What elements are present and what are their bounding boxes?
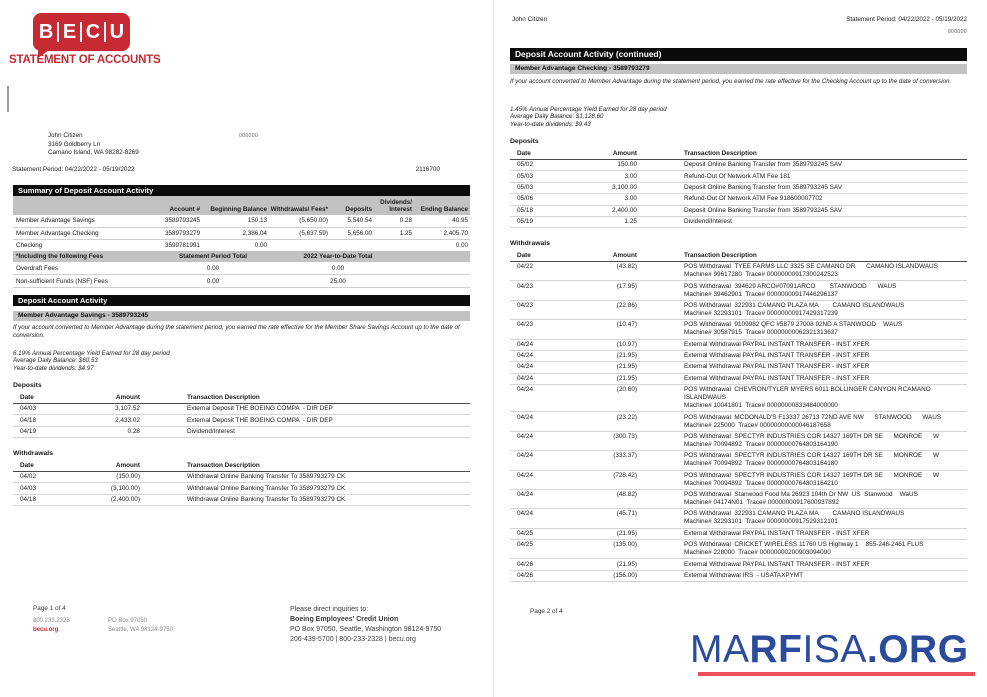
col-amount: Amount [115, 393, 140, 401]
transaction-row: 04/02 (150.00) Withdrawal Online Banking Transfer To 3589793279 CK [13, 472, 470, 483]
deposits-label: Deposits [510, 138, 539, 145]
becu-logo-box [33, 13, 130, 51]
col-date: Date [517, 149, 531, 157]
transaction-row: 05/19 1.25 Dividend/Interest [510, 217, 967, 228]
transaction-row: 04/24 (10.97) External Withdrawal PAYPAL INSTANT TRANSFER - INST XFER [510, 340, 967, 351]
col-description: Transaction Description [187, 393, 260, 401]
inquiries-org: Boeing Employees' Credit Union [290, 616, 399, 623]
footer-website-link: becu.org [33, 627, 59, 633]
inquiries-title: Please direct inquiries to: [290, 606, 369, 613]
inquiries-block [290, 605, 441, 645]
ytd-dividends: Year-to-date dividends: $9.43 [510, 120, 591, 128]
fees-table [13, 251, 470, 288]
page-number-label: Page 2 of 4 [530, 608, 563, 615]
col-amount: Amount [612, 149, 637, 157]
transaction-row: 04/25 (135.00) POS Withdrawal CRICKET WIRELESS 11760 US Highway 1 855-246-2461 FLUS Machine# 228000 Trace# 00000000200903094090 [510, 540, 967, 559]
conversion-note: If your account converted to Member Advantage during the statement period, you earned the rate effective for the Checking Account up to the date of conversion. [510, 78, 952, 85]
mail-code: 000000 [239, 133, 259, 139]
inquiries-address: PO Box 97050, Seattle, Washington 98124-9750 [290, 626, 442, 633]
deposits-table-header [510, 148, 967, 160]
transaction-row: 04/03 3,107.52 External Deposit THE BOEING COMPA - DIR DEP [13, 404, 470, 415]
marfisa-logo-segment: ISA [802, 628, 867, 671]
col-description: Transaction Description [684, 251, 757, 259]
statement-page-2 [497, 0, 987, 697]
marfisa-logo-segment: .ORG [866, 628, 969, 671]
statement-period: Statement Period: 04/22/2022 - 05/19/2022 [12, 166, 135, 173]
statement-period-line [12, 166, 440, 173]
col-dividends-interest: Dividends/ Interest [380, 199, 412, 214]
summary-title-bar: Summary of Deposit Account Activity [13, 185, 470, 196]
transaction-row: 04/24 (23.22) POS Withdrawal MCDONALD'S F13337 26713 72ND AVE NW STANWOOD WAUS Machine# 225000 Trace# 00000000000046187658 [510, 412, 967, 431]
conversion-note: If your account converted to Member Advantage during the statement period, you earned the rate effective for the Member Share Savings Account up to the date of conversion. [13, 324, 460, 339]
header-mail-code: 000000 [947, 29, 967, 35]
ytd-dividends: Year-to-date dividends: $4.97 [13, 364, 94, 372]
summary-rows [13, 215, 470, 253]
transaction-row: 05/02 150.00 Deposit Online Banking Transfer from 3589793245 SAV [510, 160, 967, 171]
col-fees-label: *Including the following Fees [16, 253, 104, 260]
withdrawal-rows [510, 262, 967, 582]
footer-phone-site [33, 617, 70, 635]
transaction-row: 04/23 (22.86) POS Withdrawal 322931 CAMANO PLAZA MA CAMANO ISLANDWAUS Machine# 32293101 Trace# 00000000917429317239 [510, 301, 967, 320]
transaction-row: 04/03 (3,100.00) Withdrawal Online Banking Transfer To 3589793279 CK [13, 483, 470, 494]
footer-mailing-address [108, 617, 173, 635]
marfisa-underline [698, 672, 975, 676]
fees-row: Overdraft Fees 0.00 0.00 [13, 262, 470, 275]
savings-account-header: Member Advantage Savings - 3589793245 [13, 311, 470, 321]
col-description: Transaction Description [187, 461, 260, 469]
col-date: Date [517, 251, 531, 259]
withdrawals-label: Withdrawals [510, 240, 550, 247]
deposits-label: Deposits [13, 382, 42, 389]
col-amount: Amount [612, 251, 637, 259]
transaction-row: 04/25 (21.95) External Withdrawal PAYPAL INSTANT TRANSFER - INST XFER [510, 529, 967, 540]
transaction-row: 04/18 2,433.02 External Deposit THE BOEING COMPA - DIR DEP [13, 415, 470, 426]
transaction-row: 04/24 (21.95) External Withdrawal PAYPAL INSTANT TRANSFER - INST XFER [510, 351, 967, 362]
marfisa-watermark [690, 629, 975, 676]
header-recipient-name: John Citizen [512, 16, 548, 23]
marfisa-logo-segment: MA [690, 628, 750, 671]
rate-summary [510, 106, 967, 128]
avg-daily-balance: Average Daily Balance: $60.53 [13, 357, 98, 365]
transaction-row: 05/06 3.00 Refund-Out Of Network ATM Fee 918600007702 [510, 194, 967, 205]
col-deposits: Deposits [345, 206, 372, 214]
withdrawals-table-header [510, 250, 967, 262]
apy-line: 1.45% Annual Percentage Yield Earned for 28 day period [510, 106, 667, 113]
summary-row: Member Advantage Savings 3589793245 150.13 (5,650.00) 5,540.54 0.28 40.95 [13, 215, 470, 228]
summary-table-header [13, 196, 470, 215]
transaction-row: 05/03 3.00 Refund-Out Of Network ATM Fee 181 [510, 171, 967, 182]
avg-daily-balance: Average Daily Balance: $1,128.60 [510, 113, 604, 121]
deposits-table-header [13, 392, 470, 404]
transaction-row: 04/19 0.28 Dividend/Interest [13, 427, 470, 438]
statement-page-1 [0, 0, 491, 697]
continued-title-bar: Deposit Account Activity (continued) [510, 48, 967, 61]
footer-po-box: PO Box 97050 [108, 618, 148, 624]
transaction-row: 04/24 (48.82) POS Withdrawal Stanwood Food Ma 26923 104th Dr NW US Stanwood WaUS Machine# 04174N01 Trace# 00000000917600937892 [510, 490, 967, 509]
withdrawals-label: Withdrawals [13, 450, 53, 457]
summary-row: Checking 3599781991 0.00 0.00 [13, 240, 470, 253]
registration-mark [7, 86, 9, 112]
rate-summary [13, 350, 470, 372]
col-statement-period-total: Statement Period Total [178, 253, 248, 260]
deposit-rows [13, 404, 470, 438]
header-statement-period: Statement Period: 04/22/2022 - 05/19/2022 [846, 16, 967, 23]
col-date: Date [20, 461, 34, 469]
becu-logo-letter: C [85, 21, 101, 43]
page-divider [493, 0, 494, 697]
recipient-address [48, 132, 139, 158]
transaction-row: 04/24 (300.73) POS Withdrawal SPECTYR INDUSTRIES COR 14327 169TH DR SE MONROE W Machine# 70094892 Trace# 00000000764803164190 [510, 432, 967, 451]
transaction-row: 04/18 (2,400.00) Withdrawal Online Banking Transfer To 3589793279 CK [13, 495, 470, 506]
statement-of-accounts-title: STATEMENT OF ACCOUNTS [9, 54, 161, 66]
col-withdrawals-fees: Withdrawals/ Fees* [270, 206, 328, 214]
document-number: 2116700 [415, 166, 440, 173]
transaction-row: 04/26 (156.00) External Withdrawal IRS - USATAXPYMT [510, 571, 967, 582]
deposit-activity-title-bar: Deposit Account Activity [13, 295, 470, 306]
transaction-row: 04/24 (20.60) POS Withdrawal CHEVRON/TYLER MYERS 6011 BOLLINGER CANYON RCAMANO ISLANDWAUS Machine# 10041801 Trace# 00000000833484000000 [510, 385, 967, 412]
transaction-row: 04/22 (43.82) POS Withdrawal TYEE FARMS LLC 3325 SE CAMANO DR CAMANO ISLANDWAUS Machine# 99617280 Trace# 00000000917300242523 [510, 262, 967, 281]
becu-logo-letter: U [109, 21, 125, 43]
fees-table-header [13, 251, 470, 262]
transaction-row: 04/24 (728.42) POS Withdrawal SPECTYR INDUSTRIES COR 14327 169TH DR SE MONROE W Machine# 70094892 Trace# 00000000764803164210 [510, 471, 967, 490]
checking-withdrawals-table [510, 240, 967, 582]
transaction-row: 04/24 (333.37) POS Withdrawal SPECTYR INDUSTRIES COR 14327 169TH DR SE MONROE W Machine# 70094892 Trace# 00000000764803164180 [510, 451, 967, 470]
transaction-row: 04/24 (45.71) POS Withdrawal 322931 CAMANO PLAZA MA CAMANO ISLANDWAUS Machine# 32293101 Trace# 00000000917529312101 [510, 509, 967, 528]
recipient-street: 3169 Goldberry Ln [48, 140, 101, 148]
col-date: Date [20, 393, 34, 401]
footer-phone: 800.233.2328 [33, 618, 70, 624]
transaction-row: 04/24 (21.95) External Withdrawal PAYPAL INSTANT TRANSFER - INST XFER [510, 374, 967, 385]
apy-line: 6.19% Annual Percentage Yield Earned for 28 day period [13, 350, 170, 357]
fees-row: Non-sufficient Funds (NSF) Fees 0.00 25.00 [13, 275, 470, 288]
footer-city: Seattle, WA 98124-9750 [108, 627, 173, 633]
withdrawal-rows [13, 472, 470, 506]
deposit-rows [510, 160, 967, 228]
recipient-name: John Citizen [48, 132, 83, 139]
savings-deposits-table [13, 382, 470, 438]
becu-logo [33, 13, 130, 51]
checking-deposits-table [510, 138, 967, 228]
savings-withdrawals-table [13, 450, 470, 506]
summary-row: Member Advantage Checking 3589793279 2,386.04 (5,637.59) 5,656.00 1.25 2,405.70 [13, 228, 470, 241]
transaction-row: 04/23 (17.95) POS Withdrawal 394629 ARCO#07091ARCO STANWOOD WAUS Machine# 39462901 Trace# 00000000917446296137 [510, 281, 967, 300]
becu-logo-letter: E [62, 21, 77, 43]
col-ending-balance: Ending Balance [420, 206, 468, 214]
fees-rows [13, 262, 470, 288]
summary-table [13, 196, 470, 253]
col-beginning-balance: Beginning Balance [210, 206, 267, 214]
marfisa-logo-segment: RF [749, 628, 803, 671]
marfisa-logo-text [690, 629, 975, 671]
col-amount: Amount [115, 461, 140, 469]
col-account: Account # [169, 206, 200, 214]
recipient-city: Camano Island, WA 98282-8269 [48, 149, 139, 157]
transaction-row: 05/03 3,100.00 Deposit Online Banking Transfer from 3589793245 SAV [510, 183, 967, 194]
transaction-row: 04/24 (21.95) External Withdrawal PAYPAL INSTANT TRANSFER - INST XFER [510, 362, 967, 373]
inquiries-contacts: 206-439-5700 | 800-233-2328 | becu.org [290, 636, 416, 643]
checking-account-header: Member Advantage Checking - 3589793279 [510, 64, 967, 74]
col-description: Transaction Description [684, 149, 757, 157]
transaction-row: 04/26 (21.95) External Withdrawal PAYPAL INSTANT TRANSFER - INST XFER [510, 559, 967, 570]
page1-footer [13, 605, 483, 665]
col-ytd-total: 2022 Year-to-Date Total [303, 253, 373, 260]
transaction-row: 04/23 (10.47) POS Withdrawal 9109982 QFC #5879 27008 92ND A STANWOOD WAUS Machine# 30587915 Trace# 00000000062321313637 [510, 320, 967, 339]
page-number-label: Page 1 of 4 [33, 605, 66, 612]
transaction-row: 05/18 2,400.00 Deposit Online Banking Transfer from 3589793245 SAV [510, 206, 967, 217]
becu-logo-letter: B [38, 21, 54, 43]
withdrawals-table-header [13, 460, 470, 472]
